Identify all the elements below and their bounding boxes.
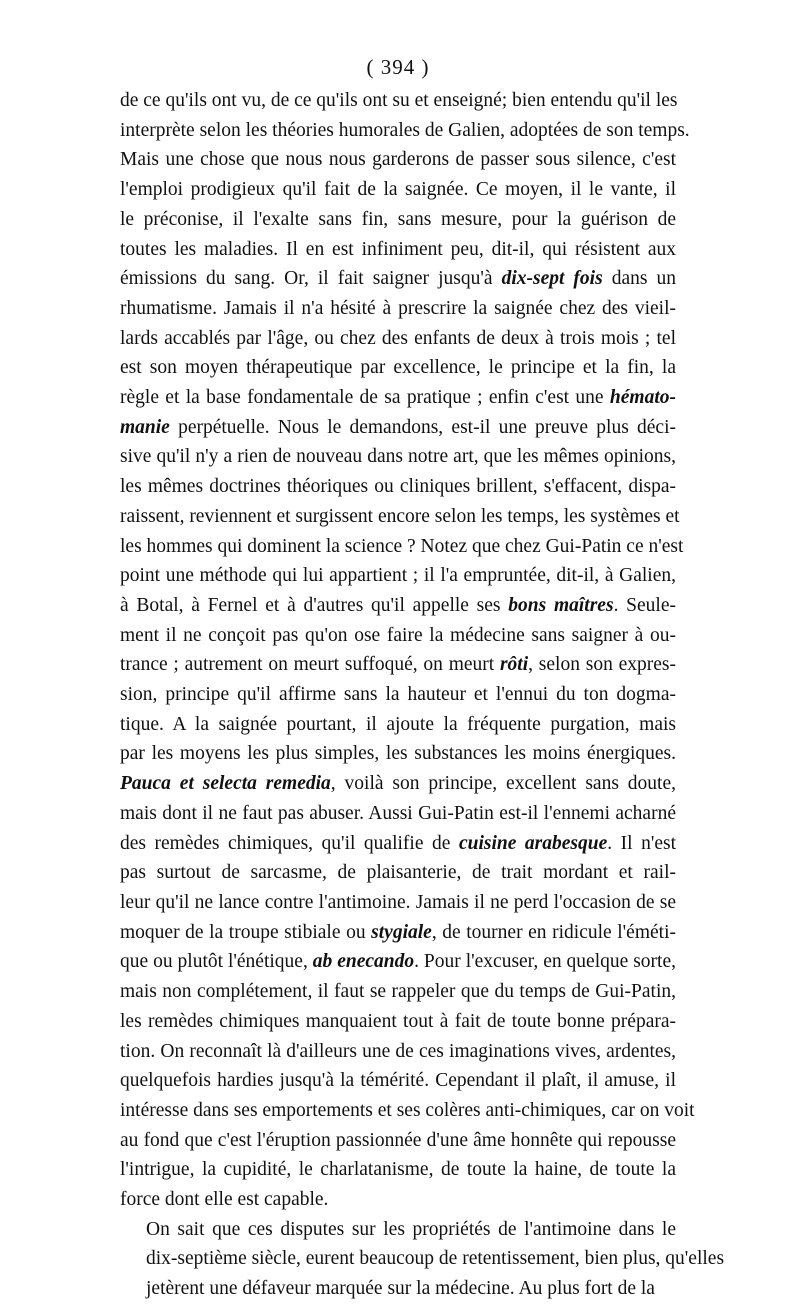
italic-term: hémato- xyxy=(609,387,676,409)
text-line: par les moyens les plus simples, les substances les moins énergiques. xyxy=(120,743,676,765)
text-line: les remèdes chimiques manquaient tout à fait de toute bonne prépara- xyxy=(120,1010,676,1032)
text-line: pas surtout de sarcasme, de plaisanterie, de trait mordant et rail- xyxy=(120,862,676,884)
text-line: l'emploi prodigieux qu'il fait de la saignée. Ce moyen, il le vante, il xyxy=(120,179,676,201)
text-line: règle et la base fondamentale de sa pratique ; enfin c'est une hémato- xyxy=(120,387,676,409)
text-line: On sait que ces disputes sur les propriétés de l'antimoine dans le xyxy=(146,1218,676,1240)
paragraph-1 xyxy=(120,86,695,1215)
text-line: Pauca et selecta remedia, voilà son principe, excellent sans doute, xyxy=(120,773,676,795)
text-line: les hommes qui dominent la science ? Notez que chez Gui-Patin ce n'est xyxy=(120,535,684,557)
italic-term: bons maîtres xyxy=(508,594,614,616)
text-line: interprète selon les théories humorales de Galien, adoptées de son temps. xyxy=(120,119,690,141)
paragraph-2 xyxy=(120,1215,725,1304)
text-line: émissions du sang. Or, il fait saigner jusqu'à dix-sept fois dans un xyxy=(120,268,676,290)
page-number: ( 394 ) xyxy=(366,55,430,79)
text-line: sion, principe qu'il affirme sans la hauteur et l'ennui du ton dogma- xyxy=(120,684,676,706)
text-line: trance ; autrement on meurt suffoqué, on meurt rôti, selon son expres- xyxy=(120,654,677,676)
text-line: de ce qu'ils ont vu, de ce qu'ils ont su et enseigné; bien entendu qu'il les xyxy=(120,90,678,111)
text-line: leur qu'il ne lance contre l'antimoine. Jamais il ne perd l'occasion de se xyxy=(120,891,676,913)
text-line: est son moyen thérapeutique par excellence, le principe et la fin, la xyxy=(120,357,676,379)
text-line: quelquefois hardies jusqu'à la témérité. Cependant il plaît, il amuse, il xyxy=(120,1070,676,1092)
text-line: dix-septième siècle, eurent beaucoup de retentissement, bien plus, qu'elles xyxy=(146,1248,725,1270)
text-line: des remèdes chimiques, qu'il qualifie de cuisine arabesque. Il n'est xyxy=(120,832,676,854)
italic-term: ab enecando xyxy=(312,951,415,973)
text-line: intéresse dans ses emportements et ses colères anti-chimiques, car on voit xyxy=(120,1099,695,1121)
text-line: l'intrigue, la cupidité, le charlatanisme, de toute la haine, de toute la xyxy=(120,1159,676,1181)
text-line: tion. On reconnaît là d'ailleurs une de ces imaginations vives, ardentes, xyxy=(120,1040,676,1062)
italic-term: Pauca et selecta remedia xyxy=(120,773,331,795)
text-line: rhumatisme. Jamais il n'a hésité à prescrire la saignée chez des vieil- xyxy=(120,297,676,319)
italic-term: cuisine arabesque xyxy=(458,832,608,854)
text-line: point une méthode qui lui appartient ; il l'a empruntée, dit-il, à Galien, xyxy=(120,565,676,587)
text-line: Mais une chose que nous nous garderons de passer sous silence, c'est xyxy=(120,149,676,171)
text-line: au fond que c'est l'éruption passionnée d'une âme honnête qui repousse xyxy=(120,1129,676,1151)
text-line: raissent, reviennent et surgissent encore selon les temps, les systèmes et xyxy=(120,505,680,527)
text-line: le préconise, il l'exalte sans fin, sans mesure, pour la guérison de xyxy=(120,208,676,230)
italic-term: dix-sept fois xyxy=(501,268,603,290)
italic-term: stygiale xyxy=(371,921,432,943)
text-line: les mêmes doctrines théoriques ou cliniques brillent, s'effacent, dispa- xyxy=(120,476,676,498)
text-line: lards accablés par l'âge, ou chez des enfants de deux à trois mois ; tel xyxy=(120,327,676,349)
text-line: mais non complétement, il faut se rappeler que du temps de Gui-Patin, xyxy=(120,981,676,1003)
text-line: ment il ne conçoit pas qu'on ose faire la médecine sans saigner à ou- xyxy=(120,624,676,646)
text-line: toutes les maladies. Il en est infiniment peu, dit-il, qui résistent aux xyxy=(120,238,676,260)
text-line: sive qu'il n'y a rien de nouveau dans notre art, que les mêmes opinions, xyxy=(120,446,676,468)
text-line: que ou plutôt l'énétique, ab enecando. Pour l'excuser, en quelque sorte, xyxy=(120,951,676,973)
italic-term: manie xyxy=(120,416,170,438)
text-line: tique. A la saignée pourtant, il ajoute la fréquente purgation, mais xyxy=(120,713,676,735)
italic-term: rôti xyxy=(499,654,529,676)
text-line: mais dont il ne faut pas abuser. Aussi Gui-Patin est-il l'ennemi acharné xyxy=(120,802,676,824)
text-line: jetèrent une défaveur marquée sur la médecine. Au plus fort de la xyxy=(146,1278,655,1300)
text-line: moquer de la troupe stibiale ou stygiale, de tourner en ridicule l'éméti- xyxy=(120,921,676,943)
text-line: force dont elle est capable. xyxy=(120,1189,329,1211)
text-line: manie perpétuelle. Nous le demandons, est-il une preuve plus déci- xyxy=(120,416,676,438)
text-line: à Botal, à Fernel et à d'autres qu'il appelle ses bons maîtres. Seule- xyxy=(120,594,677,616)
